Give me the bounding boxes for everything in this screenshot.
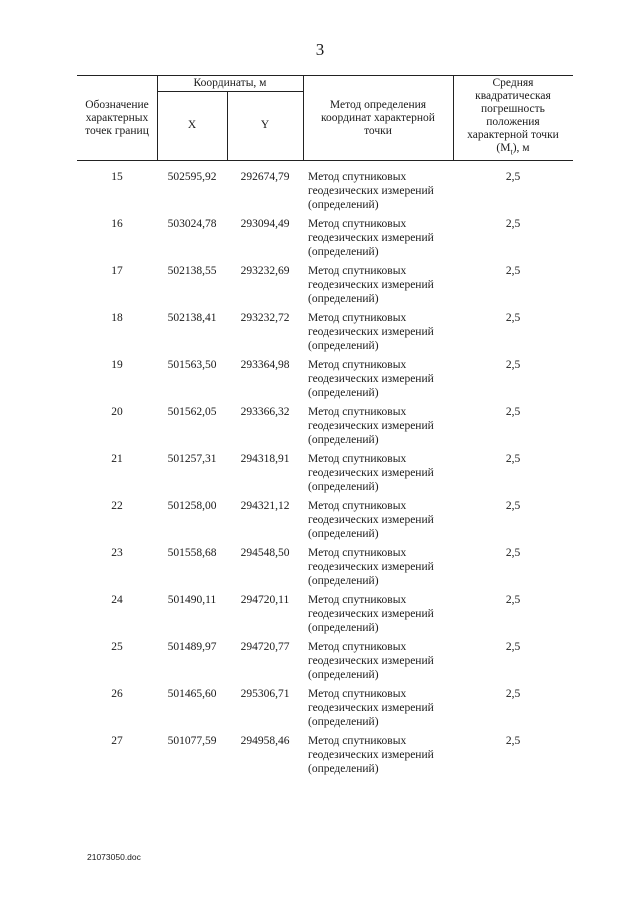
mean-square-error: 2,5 [505, 359, 521, 371]
method-text: геодезических измерений [308, 655, 434, 667]
method-text: геодезических измерений [308, 467, 434, 479]
table-row [77, 311, 573, 358]
coordinate-y: 294321,12 [240, 500, 290, 512]
coordinate-y: 293232,69 [240, 265, 290, 277]
table-row [77, 452, 573, 499]
method-text: геодезических измерений [308, 279, 434, 291]
method-text: геодезических измерений [308, 185, 434, 197]
method-text: Метод спутниковых [308, 688, 407, 700]
point-number: 23 [111, 547, 123, 559]
method-text: (определений) [308, 528, 379, 540]
method-text: Метод спутниковых [308, 500, 407, 512]
method-text: Метод спутниковых [308, 265, 407, 277]
point-number: 25 [111, 641, 123, 653]
coordinate-y: 293364,98 [240, 359, 290, 371]
header-x: X [187, 119, 197, 131]
method-text: геодезических измерений [308, 326, 434, 338]
method-text: (определений) [308, 575, 379, 587]
header-designation: Обозначение характерных точек границ [85, 98, 149, 137]
coordinate-y: 294720,77 [240, 641, 290, 653]
coordinate-y: 293232,72 [240, 312, 290, 324]
coordinate-x: 501465,60 [167, 688, 217, 700]
header-error: Средняя квадратическая погрешность положения характерной точки $(M_t)$, м [467, 77, 559, 157]
coordinate-x: 501257,31 [167, 453, 217, 465]
coordinate-y: 293366,32 [240, 406, 290, 418]
method-text: (определений) [308, 763, 379, 775]
method-text: Метод спутниковых [308, 312, 407, 324]
method-text: Метод спутниковых [308, 171, 407, 183]
coordinate-x: 501563,50 [167, 359, 217, 371]
mean-square-error: 2,5 [505, 265, 521, 277]
method-text: геодезических измерений [308, 749, 434, 761]
method-cell [308, 593, 453, 635]
coordinate-x: 501489,97 [167, 641, 217, 653]
mean-square-error: 2,5 [505, 406, 521, 418]
method-text: (определений) [308, 199, 379, 211]
method-text: геодезических измерений [308, 373, 434, 385]
coordinate-x: 501077,59 [167, 735, 217, 747]
point-number: 24 [111, 594, 123, 606]
method-text: Метод спутниковых [308, 406, 407, 418]
method-text: (определений) [308, 387, 379, 399]
method-cell [308, 734, 453, 776]
table-row [77, 734, 573, 781]
method-cell [308, 264, 453, 306]
method-cell [308, 640, 453, 682]
point-number: 18 [111, 312, 123, 324]
coordinate-x: 501562,05 [167, 406, 217, 418]
table-row [77, 640, 573, 687]
method-text: (определений) [308, 481, 379, 493]
method-cell [308, 358, 453, 400]
method-cell [308, 499, 453, 541]
coordinate-y: 294720,11 [240, 594, 290, 606]
method-cell [308, 311, 453, 353]
method-cell [308, 452, 453, 494]
coordinate-x: 502138,41 [167, 312, 217, 324]
method-cell [308, 546, 453, 588]
coordinate-x: 501558,68 [167, 547, 217, 559]
coordinate-x: 501490,11 [167, 594, 217, 606]
point-number: 20 [111, 406, 123, 418]
table-row [77, 217, 573, 264]
header-coordinates: Координаты, м [193, 77, 267, 89]
mean-square-error: 2,5 [505, 547, 521, 559]
method-text: (определений) [308, 716, 379, 728]
mean-square-error: 2,5 [505, 641, 521, 653]
coordinate-y: 295306,71 [240, 688, 290, 700]
point-number: 26 [111, 688, 123, 700]
coordinate-y: 292674,79 [240, 171, 290, 183]
point-number: 21 [111, 453, 123, 465]
method-text: (определений) [308, 669, 379, 681]
table-row [77, 264, 573, 311]
method-text: Метод спутниковых [308, 218, 407, 230]
table-body [77, 170, 573, 781]
method-text: (определений) [308, 246, 379, 258]
coordinate-x: 501258,00 [167, 500, 217, 512]
method-text: (определений) [308, 293, 379, 305]
method-cell [308, 687, 453, 729]
method-text: Метод спутниковых [308, 641, 407, 653]
mean-square-error: 2,5 [505, 218, 521, 230]
table-row [77, 593, 573, 640]
method-cell [308, 217, 453, 259]
coordinate-y: 293094,49 [240, 218, 290, 230]
mean-square-error: 2,5 [505, 735, 521, 747]
header-method: Метод определения координат характерной точки [321, 98, 435, 137]
method-text: геодезических измерений [308, 608, 434, 620]
method-text: Метод спутниковых [308, 359, 407, 371]
method-text: Метод спутниковых [308, 453, 407, 465]
method-text: геодезических измерений [308, 702, 434, 714]
coordinate-x: 502138,55 [167, 265, 217, 277]
method-cell [308, 170, 453, 212]
header-y: Y [260, 119, 270, 131]
page-number: 3 [315, 40, 325, 59]
method-text: (определений) [308, 622, 379, 634]
coordinate-x: 503024,78 [167, 218, 217, 230]
mean-square-error: 2,5 [505, 171, 521, 183]
mean-square-error: 2,5 [505, 594, 521, 606]
method-cell [308, 405, 453, 447]
table-row [77, 546, 573, 593]
table-row [77, 358, 573, 405]
table-row [77, 405, 573, 452]
table-row [77, 499, 573, 546]
mean-square-error: 2,5 [505, 312, 521, 324]
point-number: 27 [111, 735, 123, 747]
point-number: 16 [111, 218, 123, 230]
point-number: 19 [111, 359, 123, 371]
coordinate-x: 502595,92 [167, 171, 217, 183]
mean-square-error: 2,5 [505, 500, 521, 512]
point-number: 22 [111, 500, 123, 512]
method-text: геодезических измерений [308, 420, 434, 432]
table-header [77, 75, 573, 161]
document-filename: 21073050.doc [87, 852, 141, 862]
mean-square-error: 2,5 [505, 453, 521, 465]
method-text: Метод спутниковых [308, 547, 407, 559]
table-row [77, 170, 573, 217]
method-text: (определений) [308, 340, 379, 352]
method-text: (определений) [308, 434, 379, 446]
mean-square-error: 2,5 [505, 688, 521, 700]
method-text: Метод спутниковых [308, 735, 407, 747]
coordinate-y: 294548,50 [240, 547, 290, 559]
table-row [77, 687, 573, 734]
method-text: геодезических измерений [308, 561, 434, 573]
method-text: Метод спутниковых [308, 594, 407, 606]
point-number: 15 [111, 171, 123, 183]
coordinate-y: 294318,91 [240, 453, 290, 465]
method-text: геодезических измерений [308, 514, 434, 526]
method-text: геодезических измерений [308, 232, 434, 244]
point-number: 17 [111, 265, 123, 277]
coordinate-y: 294958,46 [240, 735, 290, 747]
